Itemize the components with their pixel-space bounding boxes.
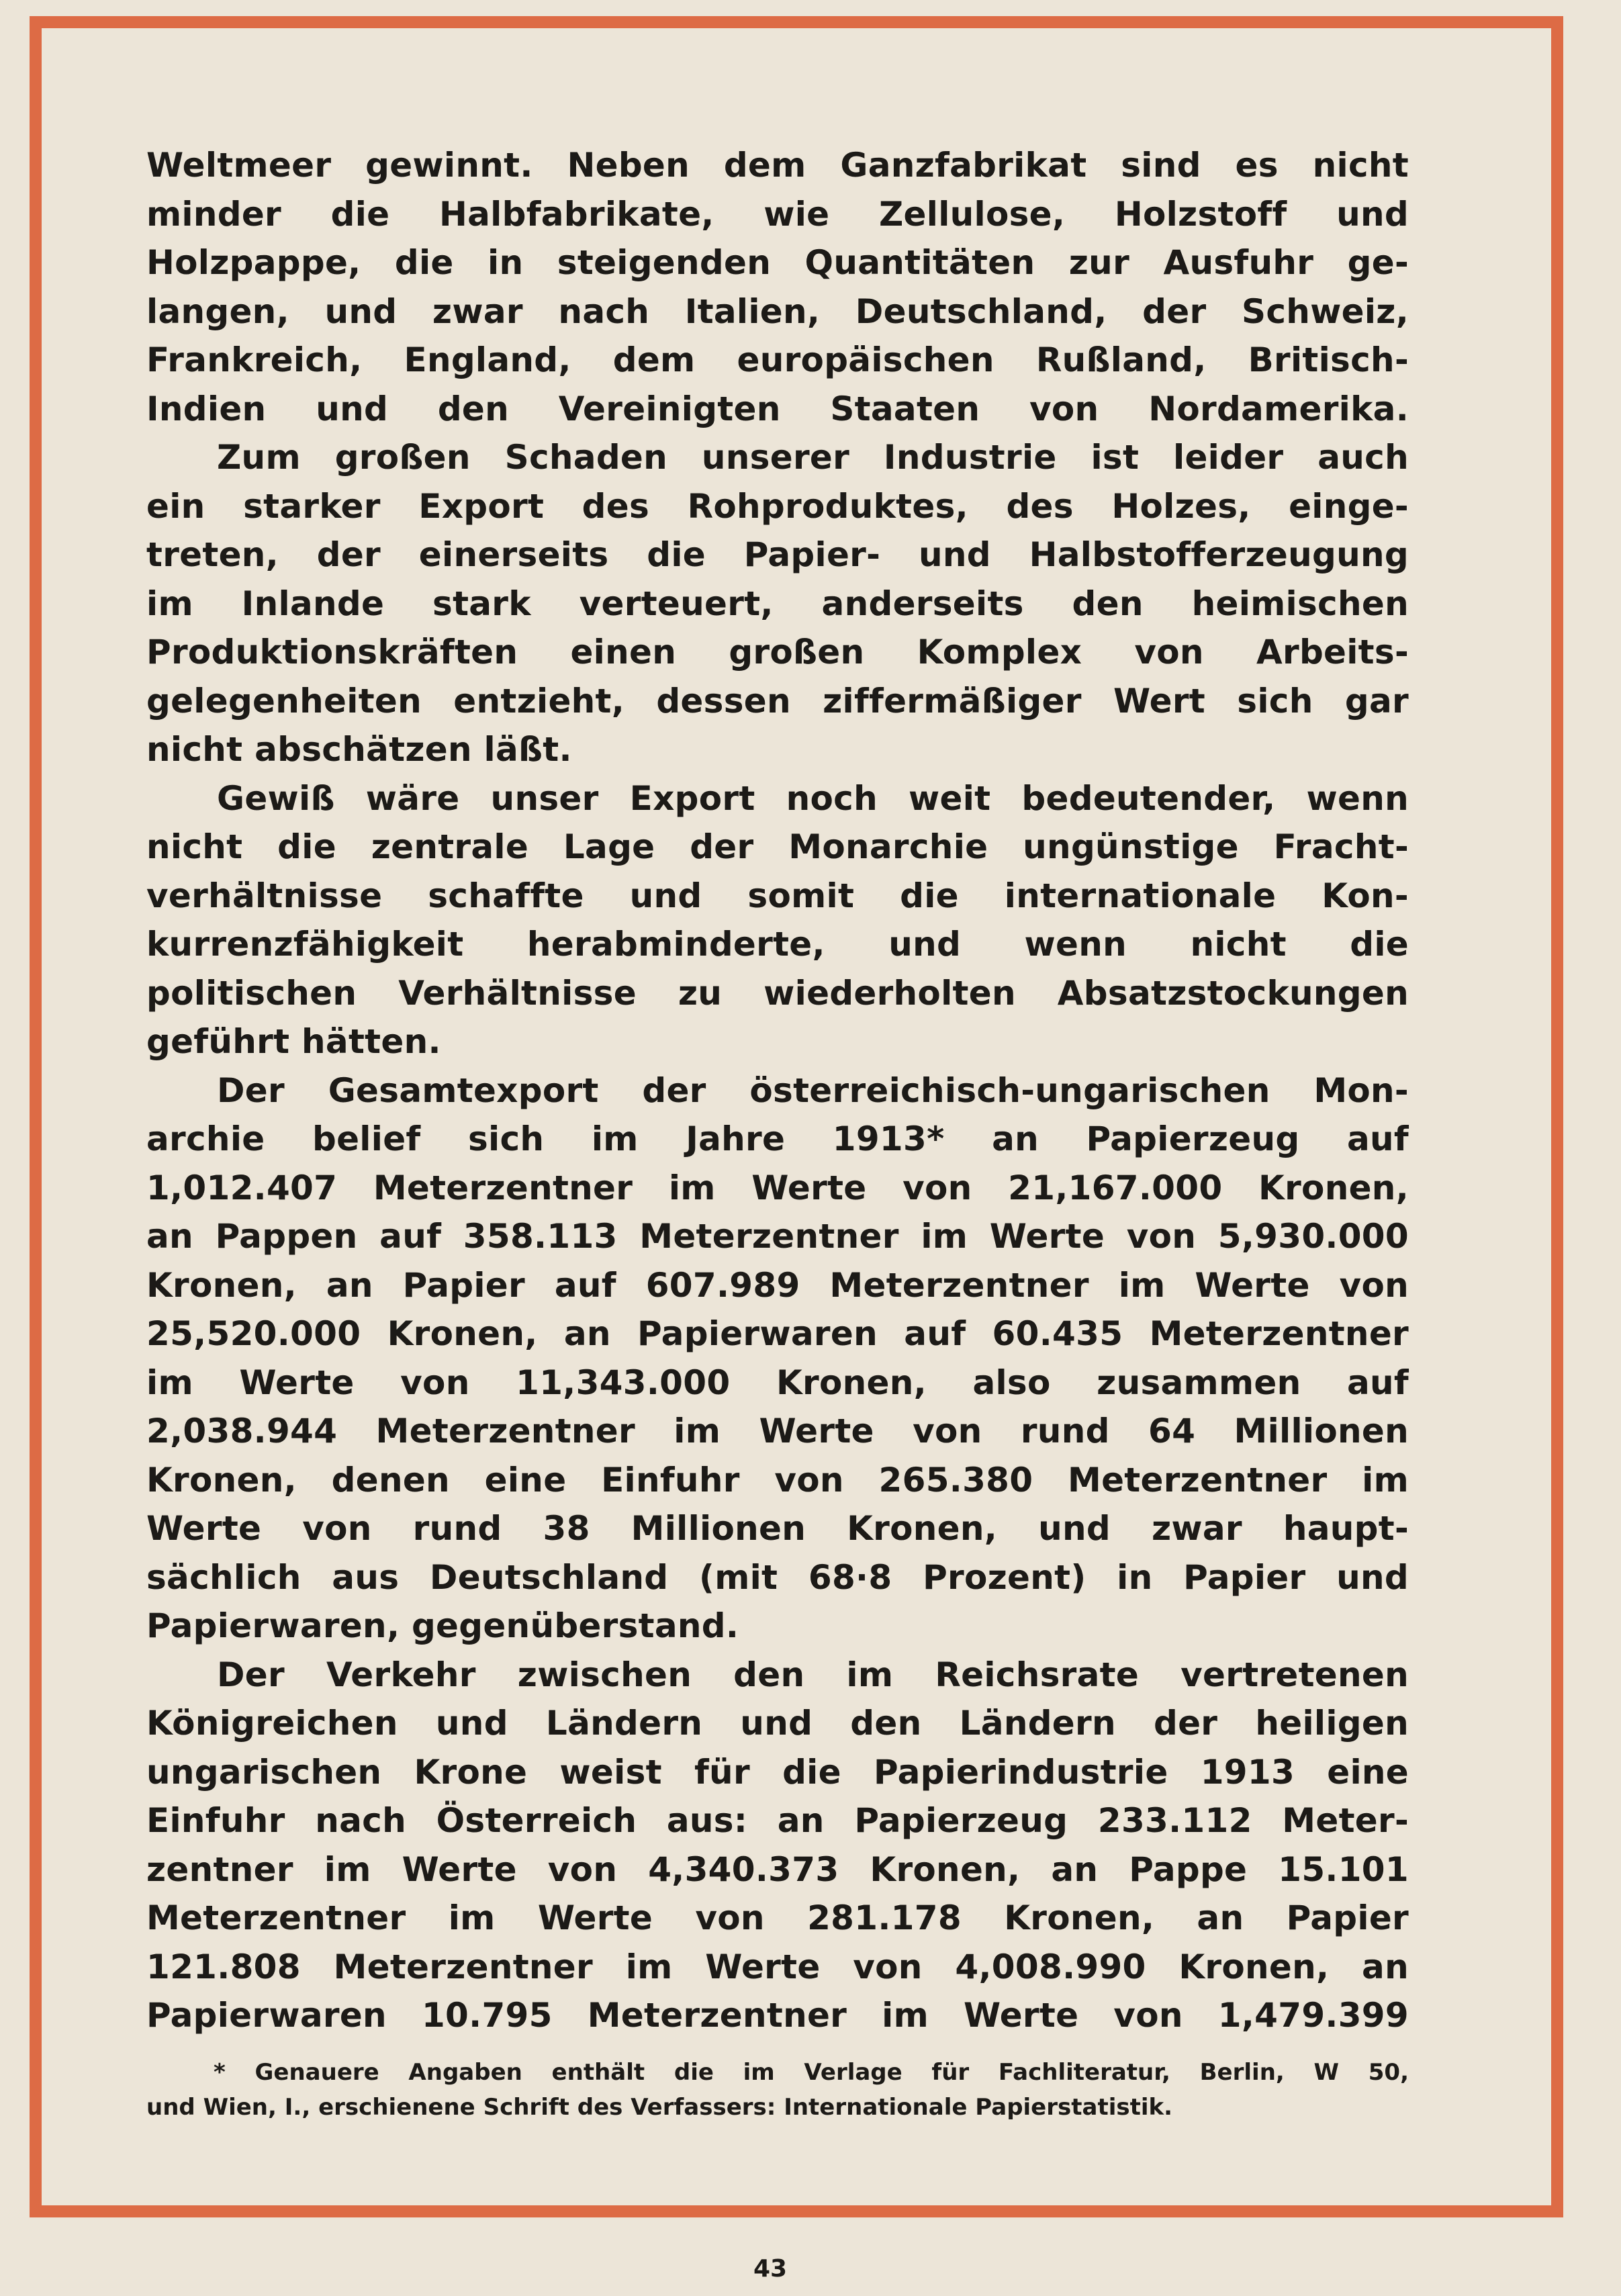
paragraph-5: [146, 1651, 1409, 2040]
text-line: kurrenzfähigkeit herabminderte, und wenn nicht die: [146, 925, 1409, 964]
text-line: Königreichen und Ländern und den Ländern der heiligen: [146, 1704, 1409, 1743]
text-line: ungarischen Krone weist für die Papierindustrie 1913 eine: [146, 1752, 1409, 1792]
text-line: Holzpappe, die in steigenden Quantitäten zur Ausfuhr ge-: [146, 243, 1409, 282]
text-line: Frankreich, England, dem europäischen Rußland, Britisch-: [146, 340, 1409, 379]
text-line: Indien und den Vereinigten Staaten von Nordamerika.: [146, 389, 1409, 428]
text-line: im Werte von 11,343.000 Kronen, also zusammen auf: [146, 1363, 1409, 1402]
text-line: Gewiß wäre unser Export noch weit bedeutender, wenn: [217, 778, 1409, 818]
text-line: Meterzentner im Werte von 281.178 Kronen, an Papier: [146, 1898, 1409, 1937]
text-line: 1,012.407 Meterzentner im Werte von 21,167.000 Kronen,: [146, 1168, 1409, 1207]
footnote: [146, 2055, 1409, 2125]
footnote-line: und Wien, I., erschienene Schrift des Verfassers: Internationale Papierstatistik.: [146, 2094, 1173, 2121]
text-line: Zum großen Schaden unserer Industrie ist leider auch: [217, 438, 1409, 477]
text-line: Werte von rund 38 Millionen Kronen, und zwar haupt-: [146, 1509, 1409, 1548]
text-line: Der Gesamtexport der österreichisch-ungarischen Mon-: [217, 1070, 1409, 1110]
text-line: im Inlande stark verteuert, anderseits den heimischen: [146, 584, 1409, 623]
paragraph-1: [146, 141, 1409, 433]
text-line: Produktionskräften einen großen Komplex von Arbeits-: [146, 633, 1409, 672]
paragraph-2: [146, 433, 1409, 774]
text-line: Kronen, an Papier auf 607.989 Meterzentner im Werte von: [146, 1265, 1409, 1305]
text-line: treten, der einerseits die Papier- und Halbstofferzeugung: [146, 535, 1409, 574]
text-line: 121.808 Meterzentner im Werte von 4,008.990 Kronen, an: [146, 1947, 1409, 1986]
text-line: politischen Verhältnisse zu wiederholten Absatzstockungen: [146, 973, 1409, 1013]
text-line: nicht abschätzen läßt.: [146, 730, 572, 769]
paragraph-4: [146, 1066, 1409, 1651]
text-line: nicht die zentrale Lage der Monarchie ungünstige Fracht-: [146, 827, 1409, 866]
text-line: Papierwaren, gegenüberstand.: [146, 1606, 739, 1645]
text-line: ein starker Export des Rohproduktes, des Holzes, einge-: [146, 486, 1409, 526]
text-line: Weltmeer gewinnt. Neben dem Ganzfabrikat sind es nicht: [146, 146, 1409, 185]
body-text: [146, 141, 1409, 2040]
text-line: Einfuhr nach Österreich aus: an Papierzeug 233.112 Meter-: [146, 1801, 1409, 1840]
text-line: verhältnisse schaffte und somit die internationale Kon-: [146, 876, 1409, 915]
text-line: zentner im Werte von 4,340.373 Kronen, an Pappe 15.101: [146, 1849, 1409, 1889]
text-line: geführt hätten.: [146, 1022, 441, 1061]
text-line: 2,038.944 Meterzentner im Werte von rund 64 Millionen: [146, 1412, 1409, 1451]
text-line: gelegenheiten entzieht, dessen ziffermäßiger Wert sich gar: [146, 681, 1409, 721]
text-line: Papierwaren 10.795 Meterzentner im Werte von 1,479.399: [146, 1996, 1409, 2035]
text-line: sächlich aus Deutschland (mit 68·8 Prozent) in Papier und: [146, 1557, 1409, 1597]
page-number: 43: [753, 2255, 788, 2283]
text-line: an Pappen auf 358.113 Meterzentner im Werte von 5,930.000: [146, 1217, 1409, 1256]
text-line: 25,520.000 Kronen, an Papierwaren auf 60.435 Meterzentner: [146, 1314, 1409, 1353]
text-line: Kronen, denen eine Einfuhr von 265.380 Meterzentner im: [146, 1460, 1409, 1500]
text-line: Der Verkehr zwischen den im Reichsrate vertretenen: [217, 1655, 1409, 1694]
text-line: minder die Halbfabrikate, wie Zellulose, Holzstoff und: [146, 194, 1409, 234]
text-line: langen, und zwar nach Italien, Deutschland, der Schweiz,: [146, 291, 1409, 331]
paragraph-3: [146, 774, 1409, 1066]
footnote-line: * Genauere Angaben enthält die im Verlage für Fachliteratur, Berlin, W 50,: [214, 2059, 1409, 2086]
text-line: archie belief sich im Jahre 1913* an Papierzeug auf: [146, 1119, 1409, 1158]
